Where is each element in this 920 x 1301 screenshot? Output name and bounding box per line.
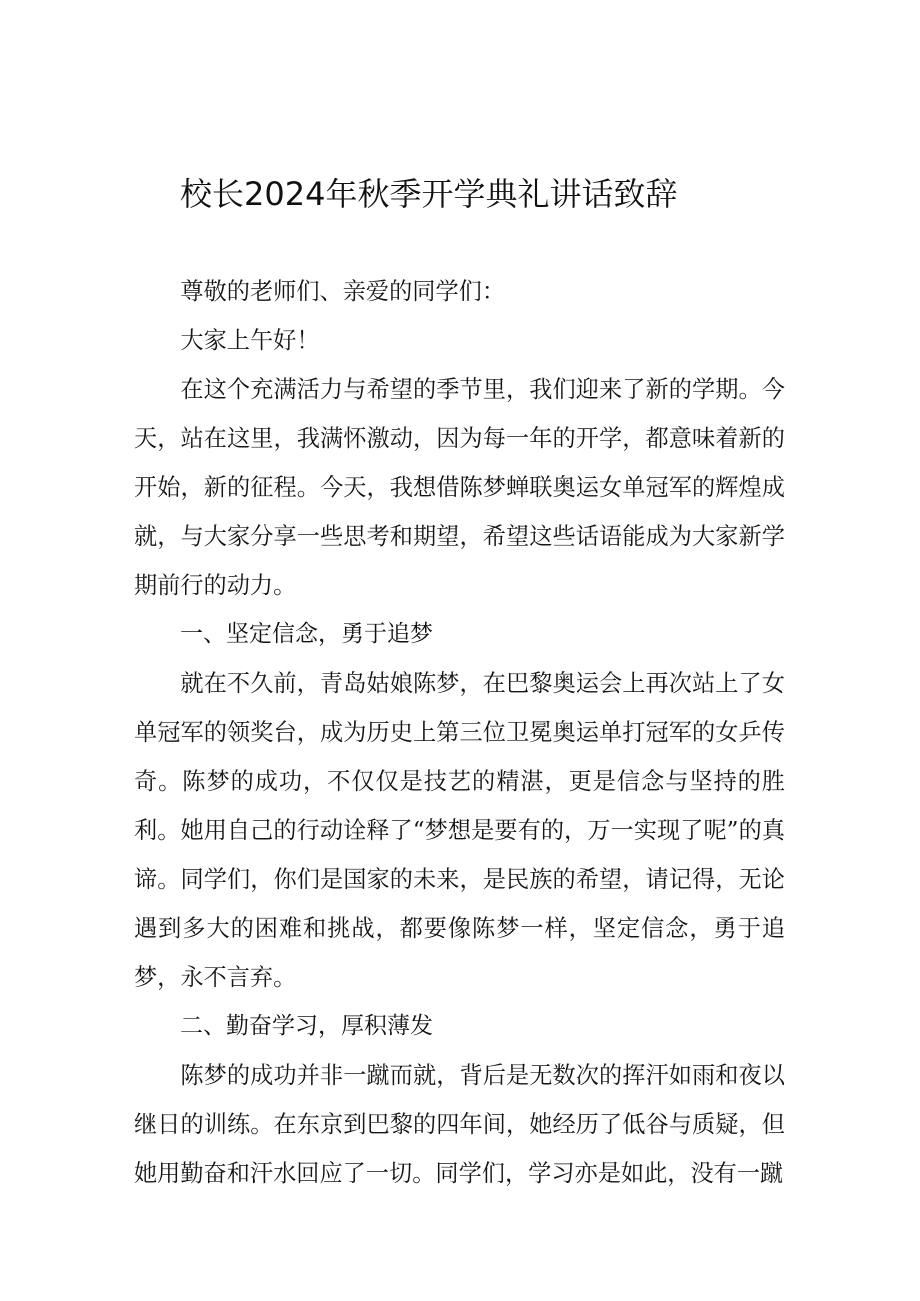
section-heading-1: 一、坚定信念，勇于追梦 [180,621,433,647]
document-body [134,267,785,1198]
salutation: 尊敬的老师们、亲爱的同学们： [180,278,506,305]
greeting: 大家上午好！ [180,327,320,354]
intro-paragraph: 在这个充满活力与希望的季节里，我们迎来了新的学期。今天，站在这里，我满怀激动，因为每一年的开学，都意味着新的开始，新的征程。今天，我想借陈梦蝉联奥运女单冠军的辉煌成就，与大家分享一些思考和期望，希望这些话语能成为大家新学期前行的动力。 [134,376,785,599]
section-heading-2: 二、勤奋学习，厚积薄发 [180,1013,433,1039]
section-paragraph-1: 就在不久前，青岛姑娘陈梦，在巴黎奥运会上再次站上了女单冠军的领奖台，成为历史上第三位卫冕奥运单打冠军的女乒传奇。陈梦的成功，不仅仅是技艺的精湛，更是信念与坚持的胜利。她用自己的行动诠释了“梦想是要有的，万一实现了呢”的真谛。同学们，你们是国家的未来，是民族的希望，请记得，无论遇到多大的困难和挑战，都要像陈梦一样，坚定信念，勇于追梦，永不言弃。 [134,670,785,991]
document-title: 校长2024年秋季开学典礼讲话致辞 [180,175,678,213]
section-paragraph-2: 陈梦的成功并非一蹴而就，背后是无数次的挥汗如雨和夜以继日的训练。在东京到巴黎的四年间，她经历了低谷与质疑，但她用勤奋和汗水回应了一切。同学们，学习亦是如此，没有一蹴 [134,1062,785,1187]
